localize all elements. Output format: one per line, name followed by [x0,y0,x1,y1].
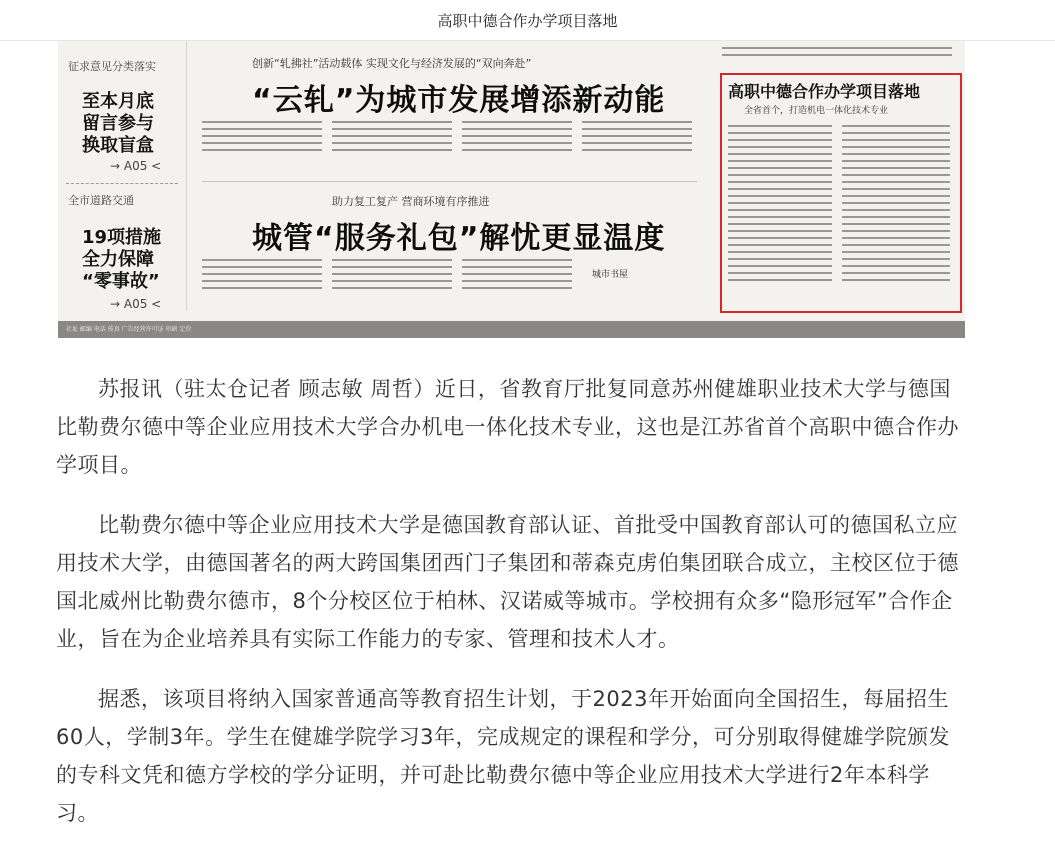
footer-text: 社址 邮编 电话 传真 广告经营许可证 印刷 定价 [66,326,192,333]
text-block [202,259,322,294]
text-block [202,121,322,156]
text-block [842,125,950,286]
newspaper-footer [58,321,965,338]
second-headline: 城管“服务礼包”解忧更显温度 [252,221,666,256]
teaser2-ref: → A05 < [110,297,162,311]
text-block [582,121,692,156]
second-kicker: 助力复工复产 营商环境有序推进 [332,195,490,208]
text-block [728,125,832,286]
newspaper-main-stories [192,41,702,311]
teaser1-line2: 留言参与 [82,113,154,134]
teaser1-small: 征求意见分类落实 [68,60,156,73]
teaser2-line1: 19项措施 [82,227,162,248]
divider [202,181,697,182]
newspaper-right-column [708,41,965,338]
text-block [722,47,952,61]
paragraph-1: 苏报讯（驻太仓记者 顾志敏 周哲）近日，省教育厅批复同意苏州健雄职业技术大学与德国比勒费尔德中等企业应用技术大学合办机电一体化技术专业，这也是江苏省首个高职中德合作办学项目。 [56,377,959,477]
highlight-subtitle: 全省首个，打造机电一体化技术专业 [744,106,889,116]
text-block [462,259,572,294]
article-body [56,370,966,854]
top-bar [0,0,1055,41]
main-kicker: 创新“轧拂社”活动载体 实现文化与经济发展的“双向奔赴” [252,57,532,70]
newspaper-left-column [58,41,187,311]
teaser2-line2: 全力保障 [82,249,154,270]
teaser1-ref: → A05 < [110,159,162,173]
highlight-title: 高职中德合作办学项目落地 [728,82,921,101]
main-headline: “云轧”为城市发展增添新动能 [252,83,666,118]
text-block [332,121,452,156]
divider [66,183,178,184]
text-block [332,259,452,294]
paragraph-2: 比勒费尔德中等企业应用技术大学是德国教育部认证、首批受中国教育部认可的德国私立应用技术大学，由德国著名的两大跨国集团西门子集团和蒂森克虏伯集团联合成立，主校区位于德国北威州比勒费尔德市，8个分校区位于柏林、汉诺威等城市。学校拥有众多“隐形冠军”合作企业，旨在为企业培养具有实际工作能力的专家、管理和技术人才。 [56,513,959,651]
teaser1-line3: 换取盲盒 [82,135,154,156]
newspaper-image [58,41,965,338]
teaser1-line1: 至本月底 [82,91,154,112]
teaser2-small: 全市道路交通 [68,194,134,207]
text-block [462,121,572,156]
page-title: 高职中德合作办学项目落地 [437,11,618,30]
paragraph-3: 据悉，该项目将纳入国家普通高等教育招生计划，于2023年开始面向全国招生，每届招生60人，学制3年。学生在健雄学院学习3年，完成规定的课程和学分，可分别取得健雄学院颁发的专科文凭和德方学校的学分证明，并可赴比勒费尔德中等企业应用技术大学进行2年本科学习。 [56,687,950,825]
side-label: 城市书屋 [592,270,629,280]
teaser2-line3: “零事故” [82,271,160,292]
